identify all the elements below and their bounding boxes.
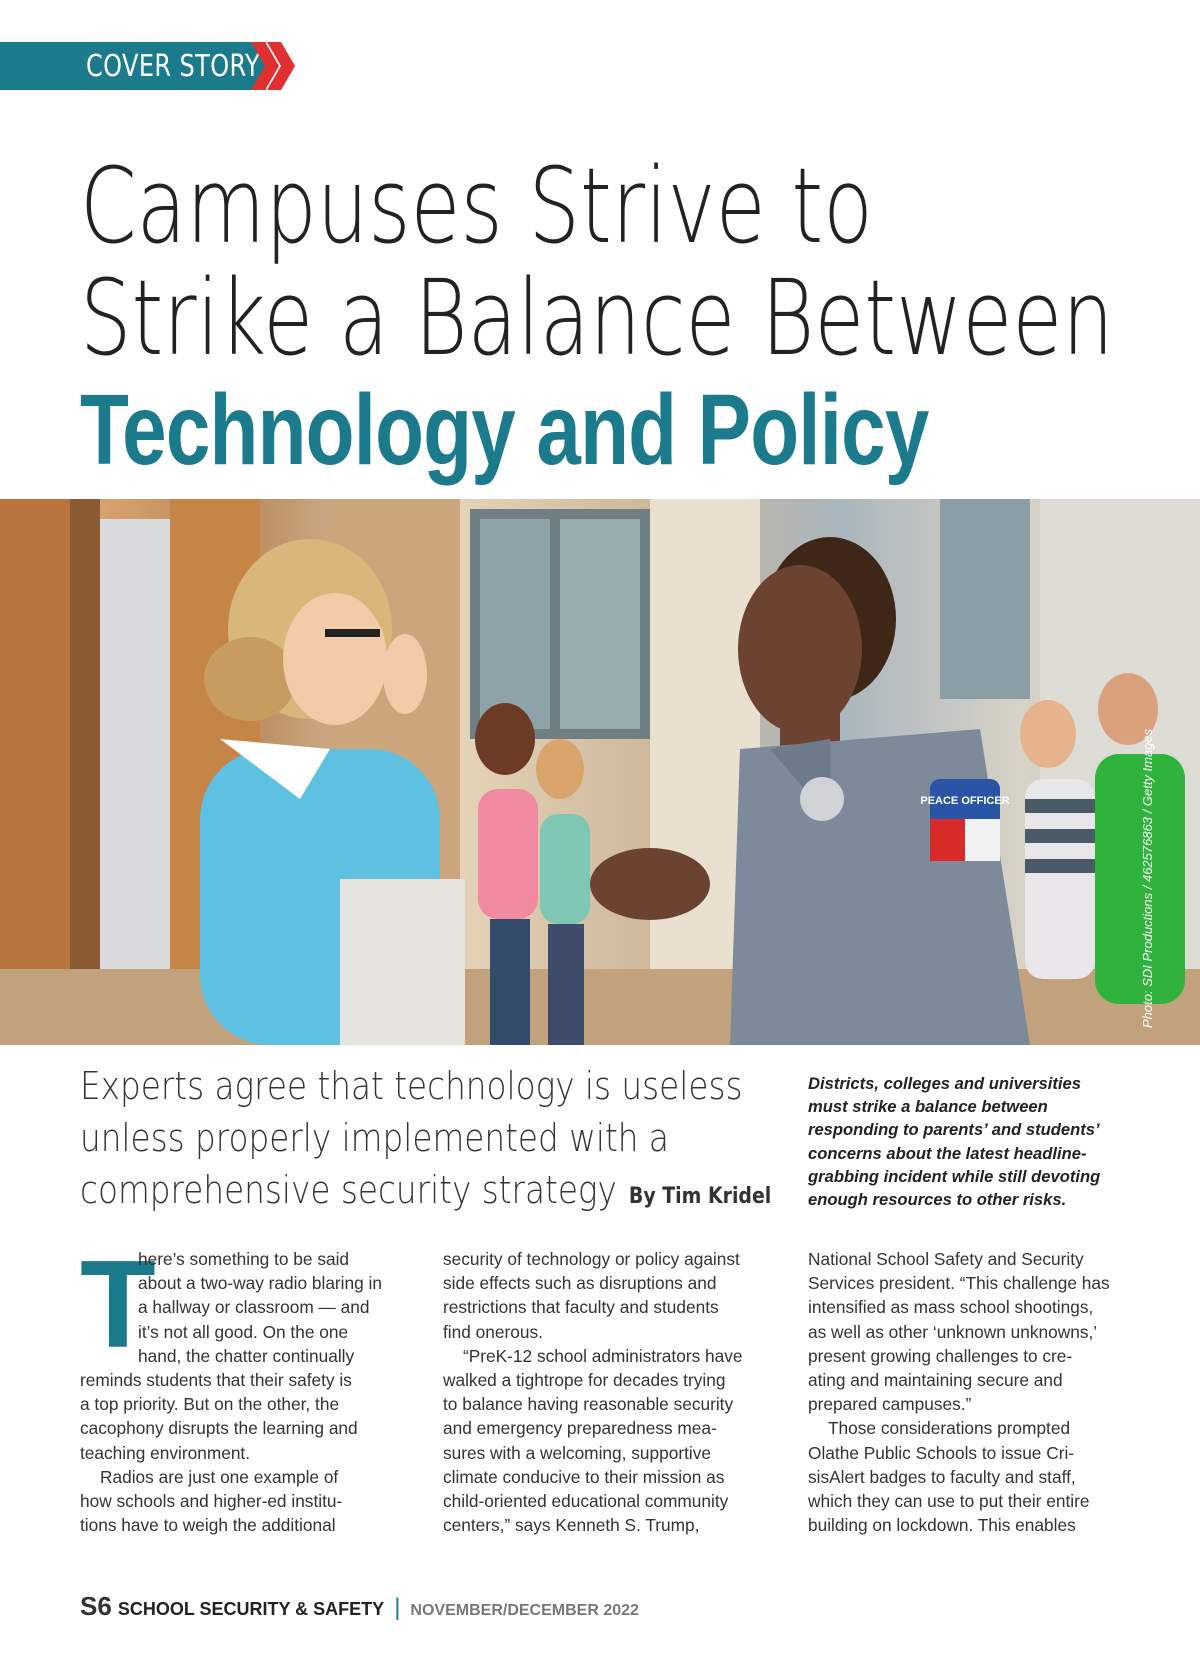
body-line: which they can use to put their entire	[808, 1491, 1090, 1512]
body-line: walked a tightrope for decades trying	[443, 1370, 726, 1391]
hero-photo-illustration	[0, 499, 1200, 1045]
body-line: here’s something to be said	[138, 1249, 350, 1269]
deck-line-with-byline	[80, 1164, 772, 1223]
deck	[80, 1060, 772, 1223]
headline-line-3: Technology and Policy	[80, 374, 929, 486]
body-line: it’s not all good. On the one	[138, 1321, 349, 1342]
body-line: and emergency preparedness mea-	[443, 1418, 717, 1439]
section-label: COVER STORY	[86, 48, 261, 84]
hero-photo	[0, 499, 1200, 1045]
headline	[80, 145, 1140, 486]
body-line: climate conducive to their mission as	[443, 1466, 725, 1487]
body-line: building on lockdown. This enables	[808, 1515, 1076, 1536]
body-line: a hallway or classroom — and	[138, 1297, 370, 1318]
body-line: a top priority. But on the other, the	[80, 1394, 340, 1415]
page-footer	[80, 1591, 639, 1622]
body-column-2	[443, 1247, 783, 1537]
body-line: sisAlert badges to faculty and staff,	[808, 1466, 1076, 1487]
body-line: teaching environment.	[80, 1442, 251, 1463]
body-line: cacophony disrupts the learning and	[80, 1418, 358, 1439]
body-line: tions have to weigh the additional	[80, 1515, 336, 1536]
footer-divider: |	[394, 1594, 401, 1621]
pull-quote	[808, 1072, 1168, 1211]
pull-quote-line: enough resources to other risks.	[808, 1190, 1067, 1210]
body-line: Those considerations prompted	[828, 1418, 1071, 1439]
body-line: intensified as mass school shootings,	[808, 1297, 1094, 1318]
body-line: Services president. “This challenge has	[808, 1273, 1110, 1294]
patch-text: PEACE OFFICER	[920, 795, 1010, 807]
page-number: S6	[80, 1591, 112, 1621]
chevron-arrows-icon	[251, 42, 311, 90]
body-line: hand, the chatter continually	[138, 1345, 355, 1366]
byline: By Tim Kridel	[628, 1184, 772, 1209]
publication-name: SCHOOL SECURITY & SAFETY	[117, 1599, 385, 1619]
pull-quote-line: responding to parents’ and students’	[808, 1120, 1100, 1140]
body-line: find onerous.	[443, 1321, 543, 1342]
body-line: Olathe Public Schools to issue Cri-	[808, 1442, 1075, 1463]
pull-quote-line: Districts, colleges and universities	[808, 1074, 1081, 1093]
body-line: about a two-way radio blaring in	[138, 1273, 382, 1294]
body-line: how schools and higher-ed institu-	[80, 1491, 343, 1512]
deck-line: unless properly implemented with a	[80, 1116, 669, 1160]
body-line: as well as other ‘unknown unknowns,’	[808, 1321, 1098, 1342]
body-line: child-oriented educational community	[443, 1491, 729, 1512]
pull-quote-line: concerns about the latest headline-	[808, 1143, 1087, 1163]
body-column-1	[80, 1236, 420, 1537]
body-line: centers,” says Kenneth S. Trump,	[443, 1515, 700, 1536]
headline-line-2: Strike a Balance Between	[80, 257, 1114, 379]
body-line: sures with a welcoming, supportive	[443, 1442, 711, 1463]
deck-line: Experts agree that technology is useless	[80, 1064, 743, 1108]
headline-line-1: Campuses Strive to	[80, 145, 873, 267]
section-tab	[0, 42, 266, 90]
body-line: present growing challenges to cre-	[808, 1345, 1073, 1366]
body-line: ating and maintaining secure and	[808, 1370, 1063, 1391]
photo-credit: Photo: SDI Productions / 462576863 / Getty Images	[1140, 728, 1155, 1028]
pull-quote-line: grabbing incident while still devoting	[808, 1166, 1101, 1186]
pull-quote-line: must strike a balance between	[808, 1097, 1048, 1117]
body-line: National School Safety and Security	[808, 1249, 1084, 1269]
body-column-3	[808, 1247, 1148, 1537]
body-line: side effects such as disruptions and	[443, 1273, 717, 1294]
drop-cap: T	[80, 1236, 156, 1374]
deck-line: comprehensive security strategy	[80, 1168, 617, 1212]
body-line: prepared campuses.”	[808, 1394, 972, 1415]
body-line: restrictions that faculty and students	[443, 1297, 719, 1318]
body-line: Radios are just one example of	[100, 1466, 339, 1487]
body-line: to balance having reasonable security	[443, 1394, 734, 1415]
body-line: reminds students that their safety is	[80, 1370, 352, 1391]
body-line: security of technology or policy against	[443, 1249, 740, 1269]
issue-date: NOVEMBER/DECEMBER 2022	[410, 1602, 639, 1619]
body-line: “PreK-12 school administrators have	[463, 1345, 743, 1366]
